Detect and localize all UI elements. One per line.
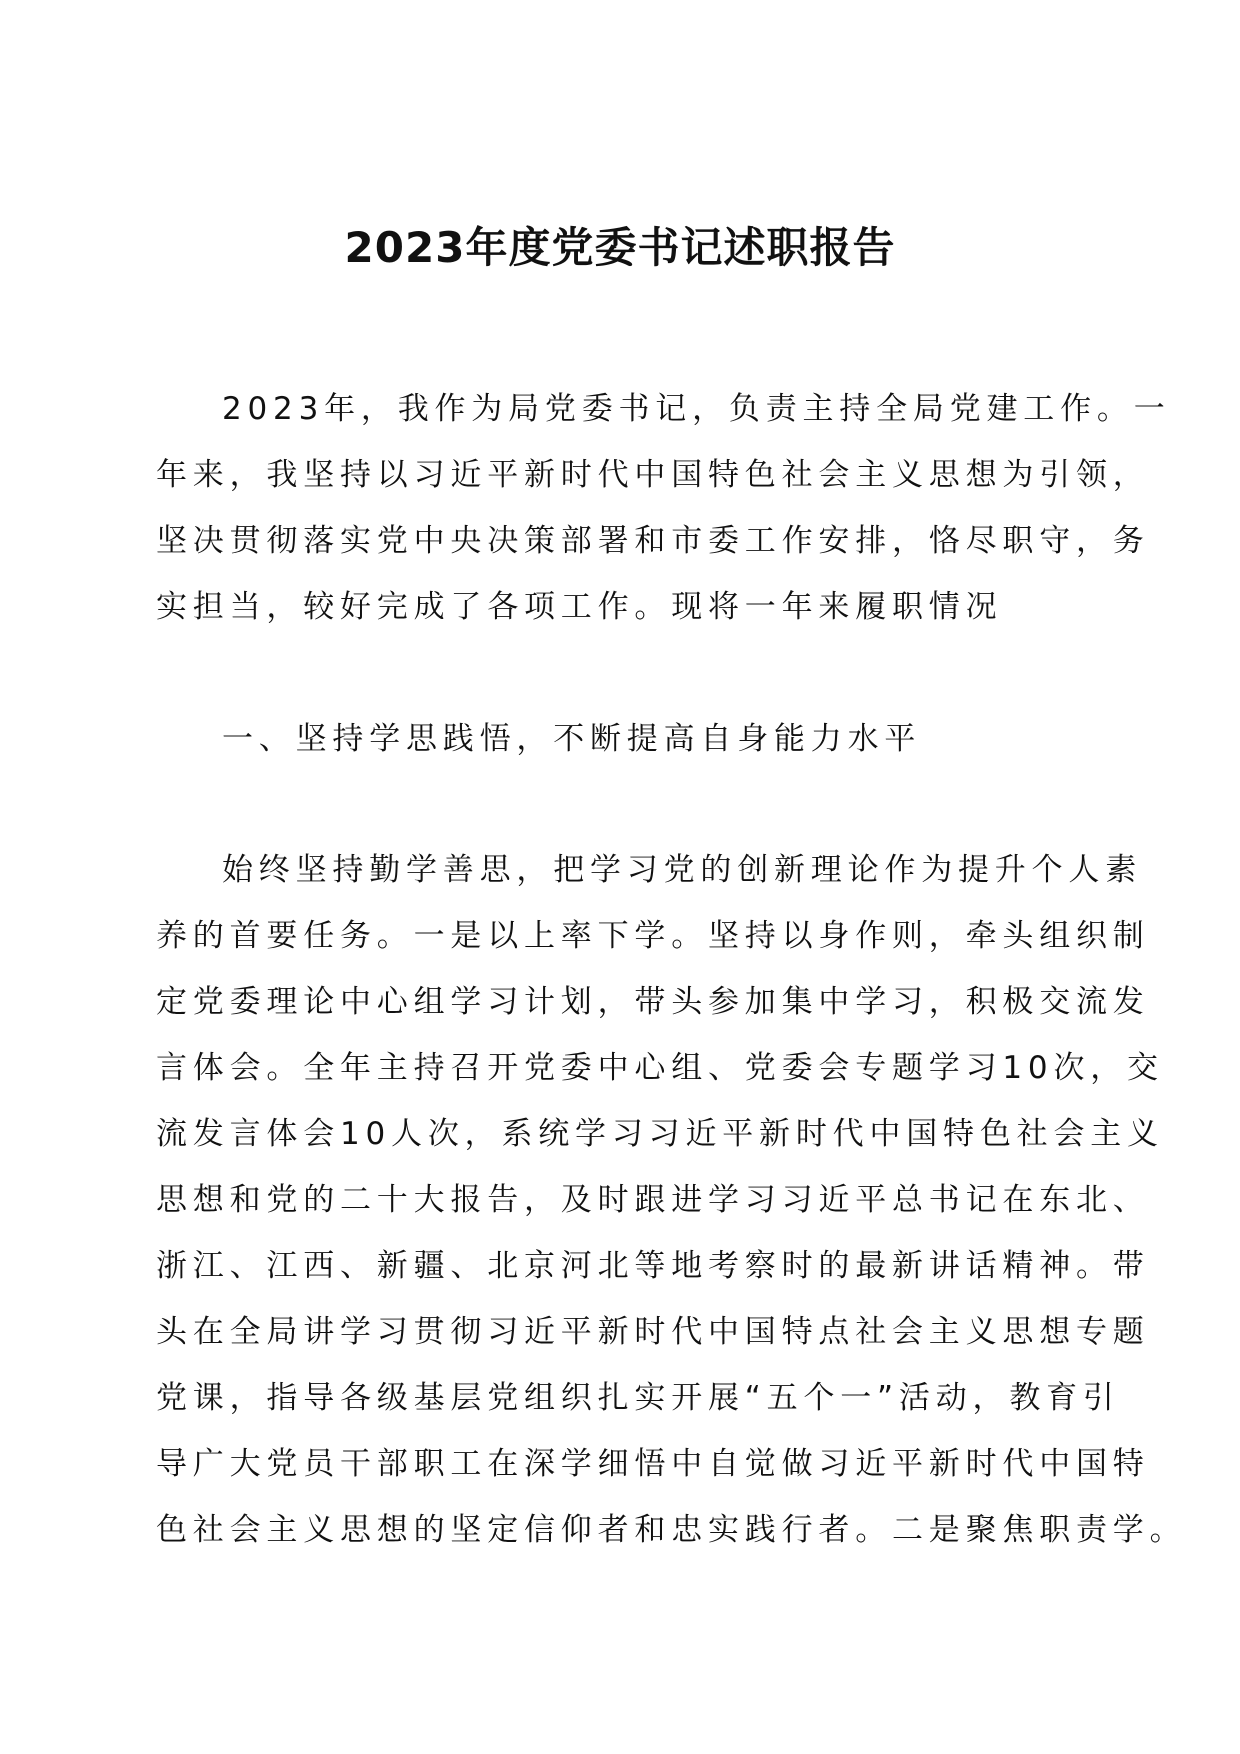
- paragraph-line: 年来，我坚持以习近平新时代中国特色社会主义思想为引领，: [156, 457, 1150, 493]
- paragraph-line: 始终坚持勤学善思，把学习党的创新理论作为提升个人素: [222, 852, 1142, 888]
- paragraph-line: 流发言体会10人次，系统学习习近平新时代中国特色社会主义: [156, 1116, 1164, 1152]
- paragraph-line: 养的首要任务。一是以上率下学。坚持以身作则，牵头组织制: [156, 918, 1150, 954]
- paragraph-line: 党课，指导各级基层党组织扎实开展“五个一”活动，教育引: [156, 1380, 1120, 1416]
- paragraph-line: 实担当，较好完成了各项工作。现将一年来履职情况: [156, 589, 1003, 625]
- paragraph-line: 言体会。全年主持召开党委中心组、党委会专题学习10次，交: [156, 1050, 1164, 1086]
- paragraph-line: 导广大党员干部职工在深学细悟中自觉做习近平新时代中国特: [156, 1446, 1150, 1482]
- document-title: 2023年度党委书记述职报告: [344, 223, 896, 272]
- paragraph-line: 思想和党的二十大报告，及时跟进学习习近平总书记在东北、: [156, 1182, 1150, 1218]
- paragraph-line: 浙江、江西、新疆、北京河北等地考察时的最新讲话精神。带: [156, 1248, 1150, 1284]
- paragraph-line: 头在全局讲学习贯彻习近平新时代中国特点社会主义思想专题: [156, 1314, 1150, 1350]
- study-paragraph: [156, 837, 1187, 1563]
- paragraph-line: 2023年，我作为局党委书记，负责主持全局党建工作。一: [222, 391, 1171, 427]
- section-heading-text: 一、坚持学思践悟，不断提高自身能力水平: [222, 721, 922, 757]
- paragraph-line: 色社会主义思想的坚定信仰者和忠实践行者。二是聚焦职责学。: [156, 1512, 1187, 1548]
- paragraph-line: 坚决贯彻落实党中央决策部署和市委工作安排，恪尽职守，务: [156, 523, 1150, 559]
- intro-paragraph: [156, 376, 1171, 640]
- section-heading: [156, 706, 1086, 772]
- paragraph-line: 定党委理论中心组学习计划，带头参加集中学习，积极交流发: [156, 984, 1150, 1020]
